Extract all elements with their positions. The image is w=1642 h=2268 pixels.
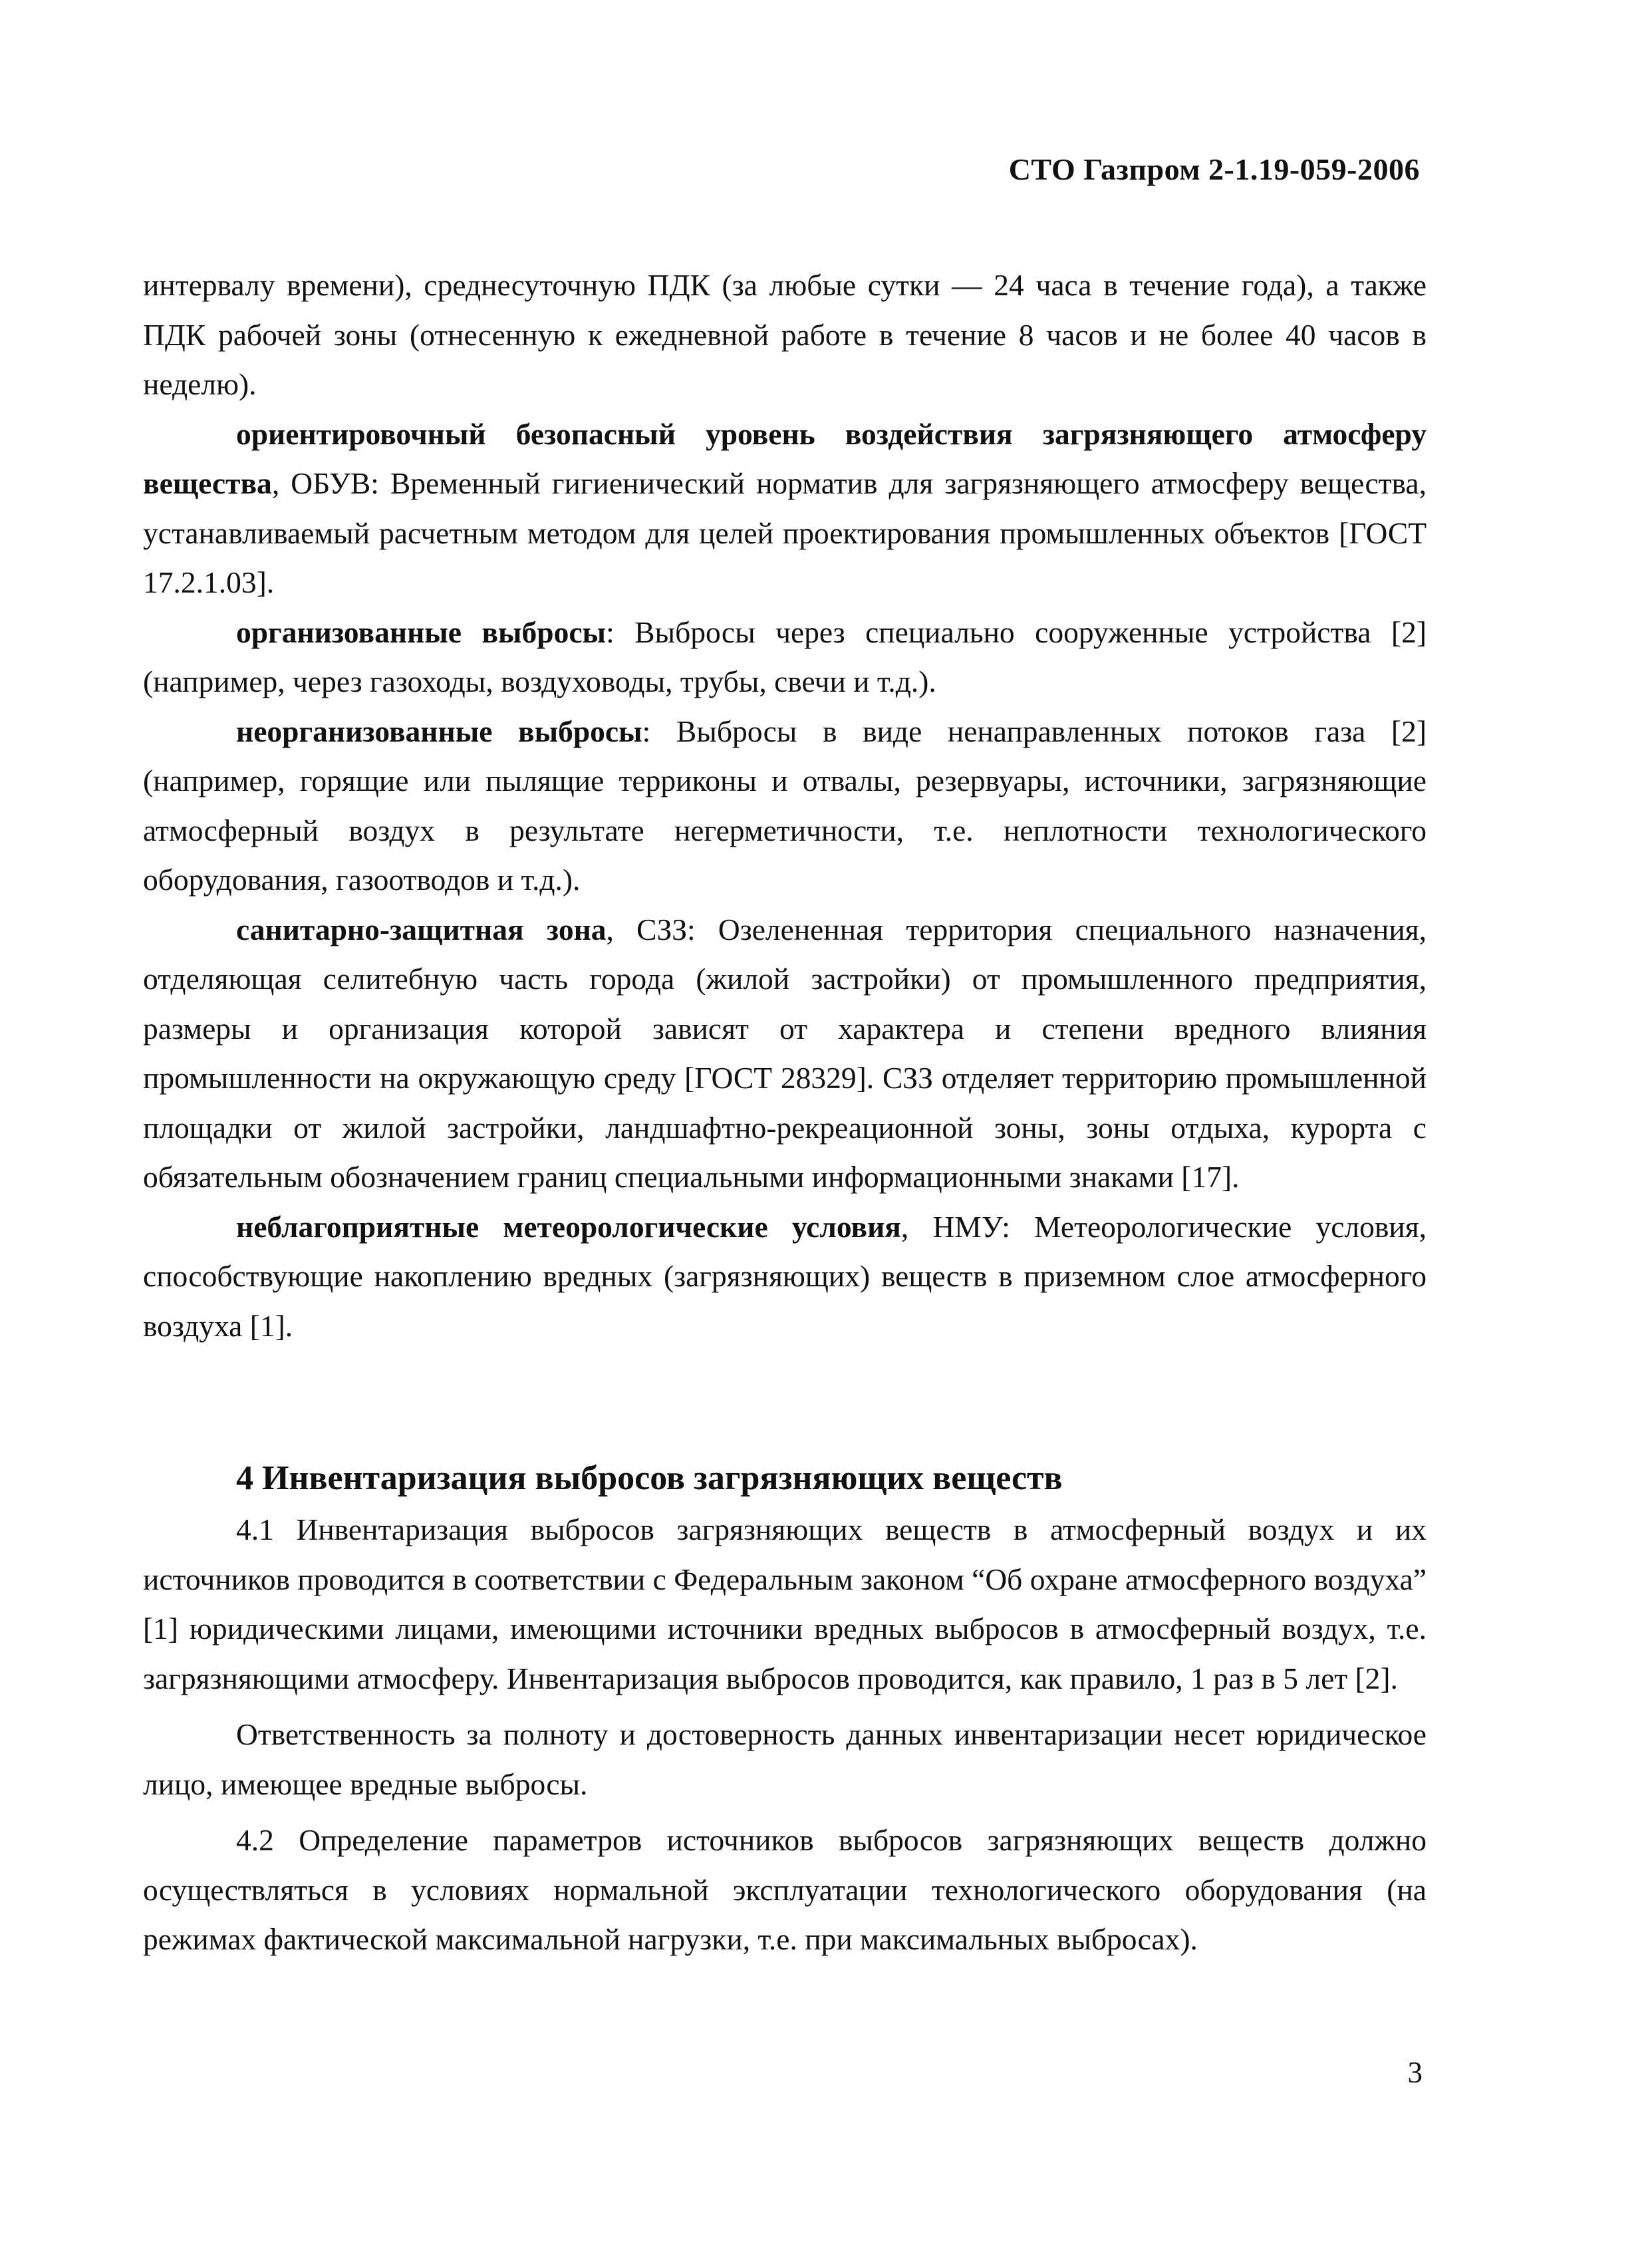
definition-unorganized-emissions — [143, 707, 1427, 905]
definition-organized-emissions — [143, 608, 1427, 707]
definition-nmu — [143, 1203, 1427, 1351]
section-4-heading: 4 Инвентаризация выбросов загрязняющих веществ — [236, 1459, 1063, 1497]
definition-text: : Выбросы в виде ненаправленных потоков газа [2] (например, горящие или пылящие терриконы и отвалы, резервуары, источники, загрязняющие атмосферный воздух в результате негерметичности, т.е. неплотности технологического оборудования, газоотводов и т.д.). — [143, 714, 1427, 897]
definition-obuv — [143, 410, 1427, 608]
definition-term: ориентировочный безопасный уровень воздействия загрязняющего атмосферу вещества — [143, 416, 1427, 500]
definition-text: , НМУ: Метеорологические условия, способствующие накоплению вредных (загрязняющих) веществ в приземном слое атмосферного воздуха [1]. — [143, 1209, 1427, 1343]
definition-term: организованные выбросы — [236, 615, 607, 649]
definition-term: санитарно-защитная зона — [236, 912, 607, 946]
document-code-header: СТО Газпром 2-1.19-059-2006 — [1008, 152, 1420, 186]
definition-text: , СЗЗ: Озелененная территория специального назначения, отделяющая селитебную часть города (жилой застройки) от промышленного предприятия, размеры и организация которой зависят от характера и степени вредного влияния промышленности на окружающую среду [ГОСТ 28329]. СЗЗ отделяет территорию промышленной площадки от жилой застройки, ландшафтно-рекреационной зоны, зоны отдыха, курорта с обязательным обозначением границ специальными информационными знаками [17]. — [143, 912, 1427, 1194]
paragraph-4-2: 4.2 Определение параметров источников выбросов загрязняющих веществ должно осуществляться в условиях нормальной эксплуатации технологического оборудования (на режимах фактической максимальной нагрузки, т.е. при максимальных выбросах). — [143, 1823, 1427, 1956]
definition-term: неблагоприятные метеорологические условия — [236, 1209, 901, 1244]
paragraph-responsibility: Ответственность за полноту и достоверность данных инвентаризации несет юридическое лицо, имеющее вредные выбросы. — [143, 1717, 1427, 1801]
page-body — [143, 261, 1427, 1965]
paragraph-4-1: 4.1 Инвентаризация выбросов загрязняющих веществ в атмосферный воздух и их источников проводится в соответствии с Федеральным законом “Об охране атмосферного воздуха” [1] юридическими лицами, имеющими источники вредных выбросов в атмосферный воздух, т.е. загрязняющими атмосферу. Инвентаризация выбросов проводится, как правило, 1 раз в 5 лет [2]. — [143, 1512, 1427, 1695]
definition-sanitary-zone — [143, 905, 1427, 1203]
definition-text: , ОБУВ: Временный гигиенический норматив для загрязняющего атмосферу вещества, устанавливаемый расчетным методом для целей проектирования промышленных объектов [ГОСТ 17.2.1.03]. — [143, 466, 1427, 599]
page-number: 3 — [1407, 2056, 1423, 2089]
definition-term: неорганизованные выбросы — [236, 714, 642, 748]
definition-continuation: интервалу времени), среднесуточную ПДК (за любые сутки — 24 часа в течение года), а также ПДК рабочей зоны (отнесенную к ежедневной работе в течение 8 часов и не более 40 часов в неделю). — [143, 268, 1427, 401]
definition-text: : Выбросы через специально сооруженные устройства [2] (например, через газоходы, воздуховоды, трубы, свечи и т.д.). — [143, 615, 1427, 698]
